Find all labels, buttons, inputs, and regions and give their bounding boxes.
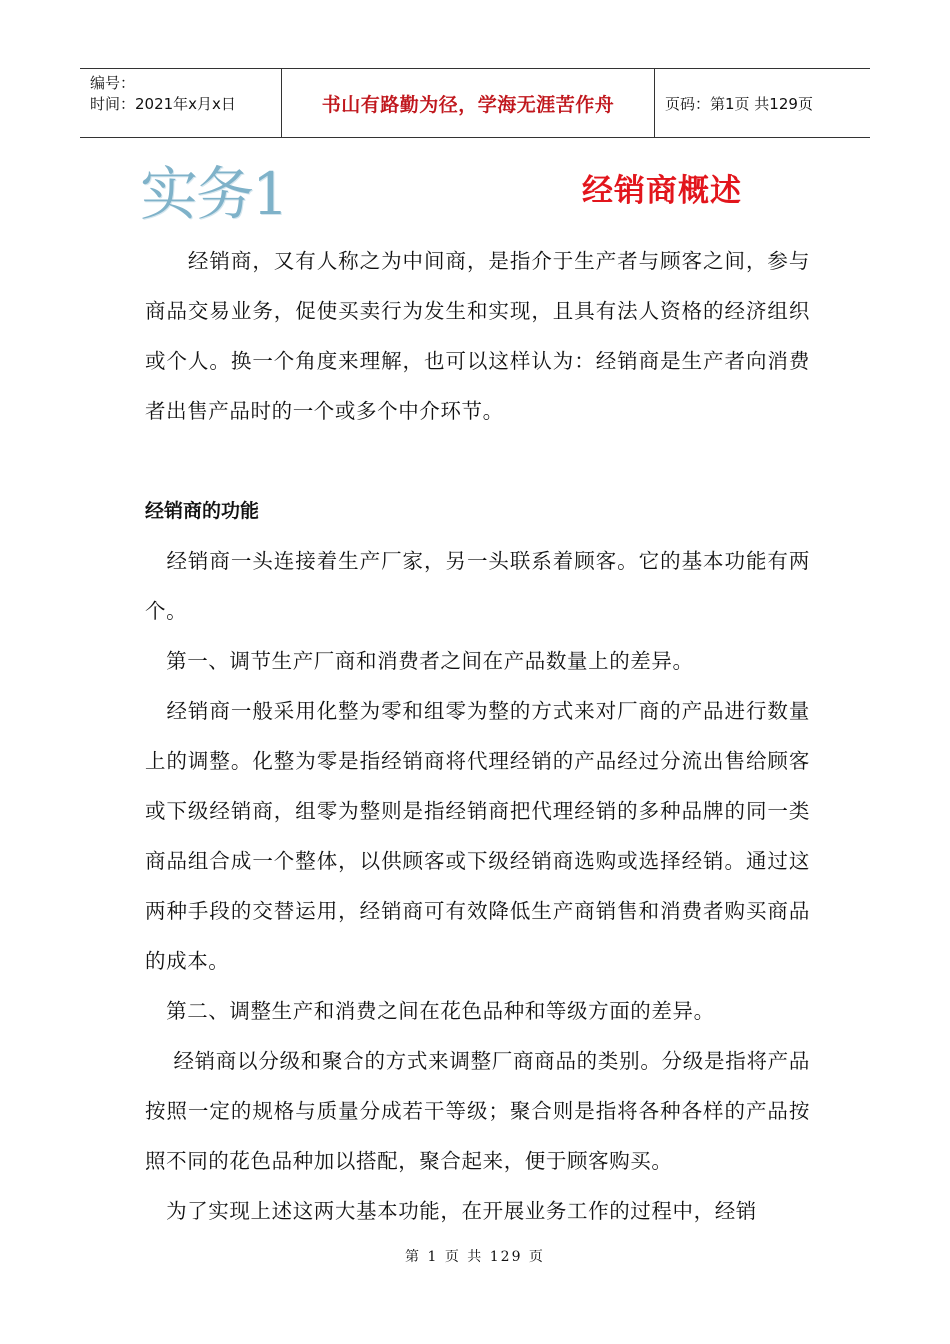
header-motto-cell xyxy=(282,69,655,137)
header-page-cell xyxy=(655,69,870,137)
paragraph: 经销商一般采用化整为零和组零为整的方式来对厂商的产品进行数量上的调整。化整为零是指经销商将代理经销的产品经过分流出售给顾客或下级经销商，组零为整则是指经销商把代理经销的多种品牌的同一类商品组合成一个整体，以供顾客或下级经销商选购或选择经销。通过这两种手段的交替运用，经销商可有效降低生产商销售和消费者购买商品的成本。 xyxy=(145,699,810,973)
page-footer: 第 1 页 共 129 页 xyxy=(405,1249,545,1265)
section-heading: 经销商的功能 xyxy=(145,500,260,522)
paragraph: 第一、调节生产厂商和消费者之间在产品数量上的差异。 xyxy=(145,649,694,673)
practice-title: 实务1 xyxy=(140,160,287,228)
motto-text: 书山有路勤为径，学海无涯苦作舟 xyxy=(321,93,615,116)
paragraph: 经销商以分级和聚合的方式来调整厂商商品的类别。分级是指将产品按照一定的规格与质量分成若干等级；聚合则是指将各种各样的产品按照不同的花色品种加以搭配，聚合起来，便于顾客购买。 xyxy=(145,1049,810,1173)
number-label: 编号： xyxy=(90,74,136,92)
header-table xyxy=(80,68,870,138)
spacer xyxy=(145,436,810,486)
time-label: 时间：2021年x月x日 xyxy=(90,95,236,113)
chapter-title: 经销商概述 xyxy=(582,173,742,209)
intro-paragraph: 经销商，又有人称之为中间商，是指介于生产者与顾客之间，参与商品交易业务，促使买卖行为发生和实现，且具有法人资格的经济组织或个人。换一个角度来理解，也可以这样认为：经销商是生产者向消费者出售产品时的一个或多个中介环节。 xyxy=(145,249,810,423)
paragraph: 为了实现上述这两大基本功能，在开展业务工作的过程中，经销 xyxy=(145,1199,757,1223)
document-body xyxy=(145,236,810,1236)
page-info: 页码：第1页 共129页 xyxy=(665,94,813,113)
paragraph: 第二、调整生产和消费之间在花色品种和等级方面的差异。 xyxy=(145,999,715,1023)
paragraph: 经销商一头连接着生产厂家，另一头联系着顾客。它的基本功能有两个。 xyxy=(145,549,810,623)
header-meta-cell xyxy=(80,69,282,137)
title-row xyxy=(140,145,840,230)
